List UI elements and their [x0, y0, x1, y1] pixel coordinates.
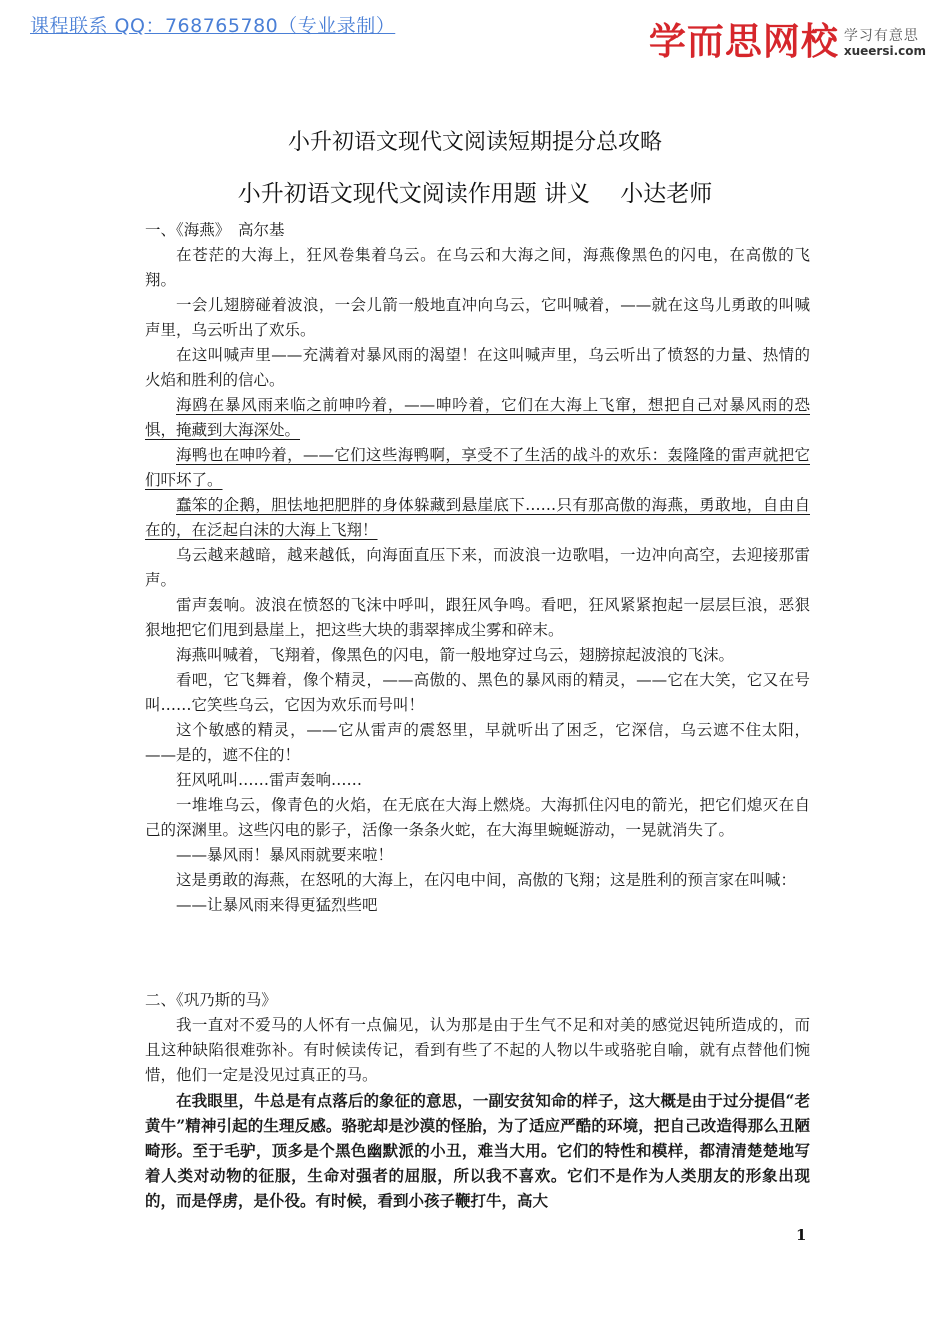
section-haiyan [145, 218, 810, 918]
underlined-paragraph [145, 493, 810, 543]
paragraph: 狂风吼叫……雷声轰响…… [176, 771, 363, 789]
paragraph: 我一直对不爱马的人怀有一点偏见，认为那是由于生气不足和对美的感觉迟钝所造成的，而且这种缺陷很难弥补。有时候读传记，看到有些了不起的人物以牛或骆驼自喻，就有点替他们惋惜，他们一定是没见过真正的马。 [145, 1016, 810, 1084]
bold-paragraph: 在我眼里，牛总是有点落后的象征的意思，一副安贫知命的样子，这大概是由于过分提倡“老黄牛”精神引起的生理反感。骆驼却是沙漠的怪胎，为了适应严酷的环境，把自己改造得那么丑陋畸形。至于毛驴，顶多是个黑色幽默派的小丑，难当大用。它们的特性和模样，都清清楚楚地写着人类对动物的征服，生命对强者的屈服，所以我不喜欢。它们不是作为人类朋友的形象出现的，而是俘虏，是仆役。有时候，看到小孩子鞭打牛，高大 [145, 1091, 810, 1210]
paragraph: 这个敏感的精灵，——它从雷声的震怒里，早就听出了困乏，它深信，乌云遮不住太阳，——是的，遮不住的！ [145, 721, 810, 764]
logo-side [844, 22, 926, 59]
paragraph: 在苍茫的大海上，狂风卷集着乌云。在乌云和大海之间，海燕像黑色的闪电，在高傲的飞翔。 [145, 246, 810, 289]
paragraph: 一会儿翅膀碰着波浪，一会儿箭一般地直冲向乌云，它叫喊着，——就在这鸟儿勇敢的叫喊声里，乌云听出了欢乐。 [145, 296, 810, 339]
paragraph: 乌云越来越暗，越来越低，向海面直压下来，而波浪一边歌唱，一边冲向高空，去迎接那雷声。 [145, 546, 810, 589]
underlined-text: 蠢笨的企鹅，胆怯地把肥胖的身体躲藏到悬崖底下……只有那高傲的海燕，勇敢地，自由自在的，在泛起白沫的大海上飞翔！ [145, 496, 810, 539]
underlined-paragraph [145, 393, 810, 443]
document-subtitle: 小升初语文现代文阅读作用题 讲义 小达老师 [237, 181, 713, 207]
paragraph: ——暴风雨！暴风雨就要来啦！ [176, 846, 394, 864]
page-number: 1 [796, 1226, 807, 1244]
paragraph: 一堆堆乌云，像青色的火焰，在无底在大海上燃烧。大海抓住闪电的箭光，把它们熄灭在自己的深渊里。这些闪电的影子，活像一条条火蛇，在大海里蜿蜒游动，一晃就消失了。 [145, 796, 810, 839]
paragraph: 雷声轰响。波浪在愤怒的飞沫中呼叫，跟狂风争鸣。看吧，狂风紧紧抱起一层层巨浪，恶狠狠地把它们甩到悬崖上，把这些大块的翡翠摔成尘雾和碎末。 [145, 596, 810, 639]
section-heading: 一、《海燕》 高尔基 [145, 221, 285, 239]
logo-brand: 学而思网校 [648, 20, 839, 63]
paragraph: 海燕叫喊着，飞翔着，像黑色的闪电，箭一般地穿过乌云，翅膀掠起波浪的飞沫。 [176, 646, 735, 664]
section-gongnaisi-horse [145, 988, 810, 1213]
logo-slogan: 学习有意思 [843, 28, 919, 44]
contact-banner: 课程联系 QQ：768765780（专业录制） [30, 15, 396, 37]
logo-domain: xueersi.com [843, 44, 926, 58]
paragraph: 在这叫喊声里——充满着对暴风雨的渴望！在这叫喊声里，乌云听出了愤怒的力量、热情的火焰和胜利的信心。 [145, 346, 810, 389]
paragraph: 这是勇敢的海燕，在怒吼的大海上，在闪电中间，高傲的飞翔；这是胜利的预言家在叫喊： [176, 871, 797, 889]
underlined-text: 海鸥在暴风雨来临之前呻吟着，——呻吟着，它们在大海上飞窜，想把自己对暴风雨的恐惧，掩藏到大海深处。 [145, 396, 810, 439]
section-heading: 二、《巩乃斯的马》 [145, 991, 277, 1009]
paragraph: 看吧，它飞舞着，像个精灵，——高傲的、黑色的暴风雨的精灵，——它在大笑，它又在号叫……它笑些乌云，它因为欢乐而号叫！ [145, 671, 810, 714]
underlined-text: 海鸭也在呻吟着，——它们这些海鸭啊，享受不了生活的战斗的欢乐：轰隆隆的雷声就把它们吓坏了。 [145, 446, 810, 489]
xueersi-logo [649, 22, 926, 66]
underlined-paragraph [145, 443, 810, 493]
paragraph: ——让暴风雨来得更猛烈些吧 [176, 896, 378, 914]
document-title: 小升初语文现代文阅读短期提分总攻略 [287, 130, 662, 155]
